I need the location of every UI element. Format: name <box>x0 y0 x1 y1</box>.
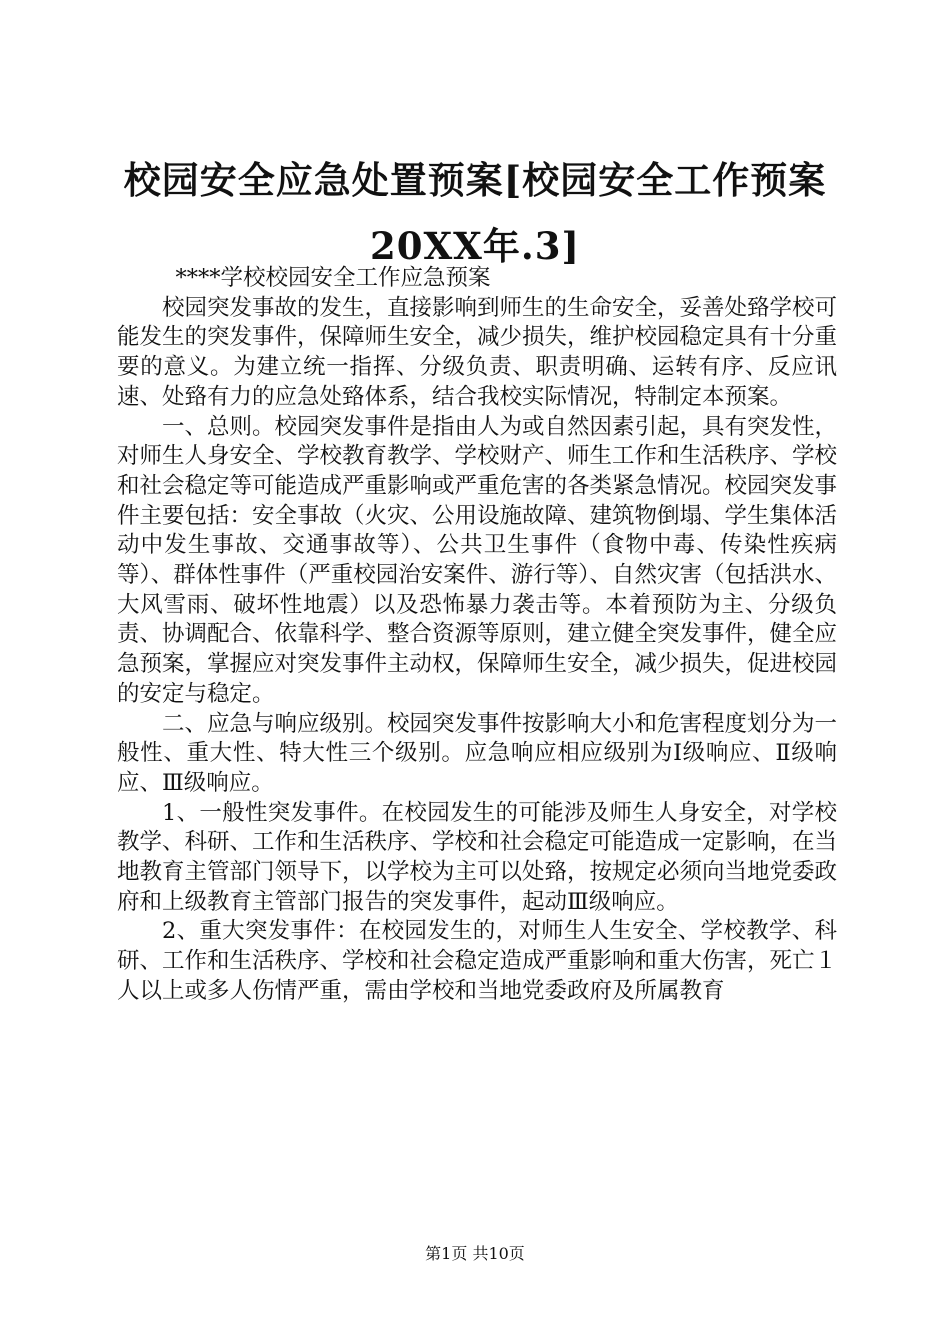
paragraph-general-incident: 1、一般性突发事件。在校园发生的可能涉及师生人身安全，对学校教学、科研、工作和生活秩序、学校和社会稳定可能造成一定影响，在当地教育主管部门领导下，以学校为主可以处臵，按规定必须向当地党委政府和上级教育主管部门报告的突发事件，起动Ⅲ级响应。 <box>117 799 838 915</box>
page-number-footer: 第1页 共10页 <box>425 1244 525 1263</box>
document-title-line-2: 20XX年.3] <box>369 224 581 268</box>
paragraph-subtitle: ****学校校园安全工作应急预案 <box>175 265 491 291</box>
paragraph-major-incident: 2、重大突发事件：在校园发生的，对师生人生安全、学校教学、科研、工作和生活秩序、学校和社会稳定造成严重影响和重大伤害，死亡１人以上或多人伤情严重，需由学校和当地党委政府及所属教育 <box>117 918 838 1004</box>
paragraph-general-principles: 一、总则。校园突发事件是指由人为或自然因素引起，具有突发性，对师生人身安全、学校教育教学、学校财产、师生工作和生活秩序、学校和社会稳定等可能造成严重影响或严重危害的各类紧急情况。校园突发事件主要包括：安全事故（火灾、公用设施故障、建筑物倒塌、学生集体活动中发生事故、交通事故等）、公共卫生事件（食物中毒、传染性疾病等）、群体性事件（严重校园治安案件、游行等）、自然灾害（包括洪水、大风雪雨、破坏性地震）以及恐怖暴力袭击等。本着预防为主、分级负责、协调配合、依靠科学、整合资源等原则，建立健全突发事件，健全应急预案，掌握应对突发事件主动权，保障师生安全，减少损失，促进校园的安定与稳定。 <box>117 413 838 707</box>
document-body <box>117 264 837 1007</box>
paragraph-intro: 校园突发事故的发生，直接影响到师生的生命安全，妥善处臵学校可能发生的突发事件，保障师生安全，减少损失，维护校园稳定具有十分重要的意义。为建立统一指挥、分级负责、职责明确、运转有序、反应讯速、处臵有力的应急处臵体系，结合我校实际情况，特制定本预案。 <box>117 294 838 410</box>
document-title-line-1: 校园安全应急处置预案[校园安全工作预案 <box>123 158 827 202</box>
paragraph-response-levels: 二、应急与响应级别。校园突发事件按影响大小和危害程度划分为一般性、重大性、特大性三个级别。应急响应相应级别为Ⅰ级响应、Ⅱ级响应、Ⅲ级响应。 <box>117 710 838 796</box>
